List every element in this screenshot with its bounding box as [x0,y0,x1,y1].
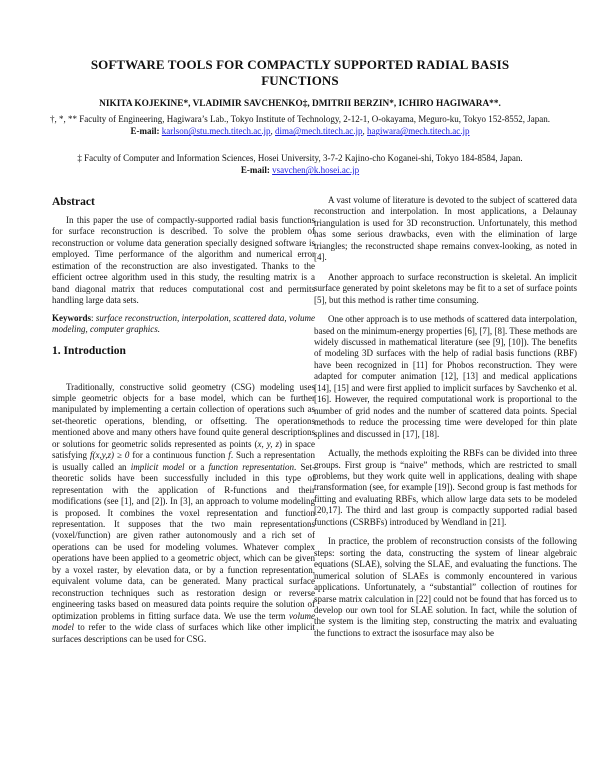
right-column [314,195,577,639]
keywords-text: surface reconstruction, interpolation, scattered data, volume modeling, computer graphics. [52,312,315,335]
right-paragraph-4: Actually, the methods exploiting the RBFs can be divided into three groups. First group is “naive” methods, which are restricted to small problems, but they work quite well in applications, dealing with shape transformation (see, for example [19]). Second group is fast methods for fitting and evaluating RBFs, which allow large data sets to be modeled [20,17]. The third and last group is compactly supported radial based functions (CSRBFs) introduced by Wendland in [21]. [314,448,577,527]
affiliation-2-text: ‡ Faculty of Computer and Information Sciences, Hosei University, 3-7-2 Kajino-cho Koganei-shi, Tokyo 184-8584, Japan. [77,153,523,163]
affiliation-1: †, *, ** Faculty of Engineering, Hagiwara’s Lab., Tokyo Institute of Technology, 2-12-1, O-okayama, Meguro-ku, Tokyo 152-8552, Japan. E-mail: karlson@stu.mech.titech.ac.jp, dima@mech.titech.ac.jp, hagiwara@mech.titech.ac.jp [50,114,550,137]
affiliation-2 [50,152,550,176]
keywords-label: Keywords [52,312,91,323]
author-list: NIKITA KOJEKINE*, VLADIMIR SAVCHENKO‡, DMITRII BERZIN*, ICHIRO HAGIWARA**. [99,99,501,109]
email-link-3[interactable]: hagiwara@mech.titech.ac.jp [367,126,470,137]
email-link-1[interactable]: karlson@stu.mech.titech.ac.jp [161,126,271,137]
left-column [52,195,315,645]
affiliation-1-email-label: E-mail: [130,126,160,137]
abstract-heading: Abstract [52,196,95,208]
email-link-2[interactable]: dima@mech.titech.ac.jp [275,126,363,137]
affiliation-2-email-label: E-mail: [240,165,270,176]
intro-heading: 1. Introduction [52,344,126,357]
affiliation-1-text: †, *, ** Faculty of Engineering, Hagiwara’s Lab., Tokyo Institute of Technology, 2-12-1, O-okayama, Meguro-ku, Tokyo 152-8552, Japan. [50,114,550,124]
right-paragraph-3: One other approach is to use methods of scattered data interpolation, based on the minimum-energy properties [6], [7], [8]. These methods are widely discussed in mathematical literature (see [9], [10]). The benefits of modeling 3D surfaces with the help of radial basis functions (RBF) have been recognized in [11] for Phobos reconstruction. They were adapted for computer animation [12], [13] and medical applications [14], [15] and were first applied to implicit surfaces by Savchenko et al. [16]. However, the required computational work is proportional to the number of grid nodes and the number of scattered data points. Special methods to reduce the processing time were developed for thin plate splines and discussed in [17], [18]. [314,314,577,439]
paper-title: SOFTWARE TOOLS FOR COMPACTLY SUPPORTED RADIAL BASIS FUNCTIONS [90,57,510,88]
right-paragraph-5: In practice, the problem of reconstruction consists of the following steps: sorting the data, constructing the system of linear algebraic equations (SLAE), solving the SLAE, and evaluating the functions. The numerical solution of SLAEs is commonly encountered in various applications. Unfortunately, a “substantial” collection of routines for sparse matrix calculation in [22] could not be found that has forced us to develop our own tool for SLAE solution. In fact, while the solution of the system is the limiting step, constructing the matrix and evaluating the functions to extract the isosurface may also be [314,536,577,638]
keywords: Keywords: surface reconstruction, interpolation, scattered data, volume modeling, computer graphics. [52,312,315,335]
right-paragraph-2: Another approach to surface reconstruction is skeletal. An implicit surface generated by point skeletons may be fit to a set of surface points [5], but this method is rather time consuming. [314,271,577,305]
intro-paragraph: Traditionally, constructive solid geometry (CSG) modeling uses simple geometric objects for a base model, which can be further manipulated by implementing a certain collection of operations such as set-theoretic operations, blending, or offsetting. The operations mentioned above and many others have found quite general descriptions or solutions for geometric solids represented as points (x, y, z) in space satisfying f(x,y,z) ≥ 0 for a continuous function f. Such a representation is usually called an implicit model or a function representation. Set-theoretic solids have been successfully included in this type of representation with the application of R-functions and their modifications (see [1], and [2]). In [3], an approach to volume modeling is proposed. It combines the voxel representation and function representation. It supposes that the two main representations (voxel/function) are given rather autonomously and a rich set of operations can be used for modeling volumes. Whatever complex operations have been applied to a geometric object, which can be given by a voxel raster, by elevation data, or by a function representation, equivalent volume data, can be generated. Many practical surface reconstruction techniques such as restoration design or reverse engineering tasks based on measured data points require the solution of optimization problems in fitting surface data. We use the term volume model to refer to the wide class of surfaces which like other implicit surfaces descriptions can be used for CSG. [52,381,316,644]
email-link-4[interactable]: vsavchen@k.hosei.ac.jp [272,165,360,176]
abstract-text: In this paper the use of compactly-supported radial basis functions for surface reconstruction is described. To solve the problem of reconstruction or volume data generation specially designed software is employed. Time performance of the algorithm and numerical error estimation of the reconstruction are also investigated. Thanks to the efficient octree algorithm used in this study, the resulting matrix is a band diagonal matrix that reduces computational cost and permits handling large data sets. [52,215,315,306]
right-paragraph-1: A vast volume of literature is devoted to the subject of scattered data reconstruction and interpolation. In most applications, a Delaunay triangulation is used for 3D reconstruction. Unfortunately, this method has some serious drawbacks, even with the elimination of large triangles; the reconstructed shape remains convex-looking, as noted in [4]. [314,195,577,263]
